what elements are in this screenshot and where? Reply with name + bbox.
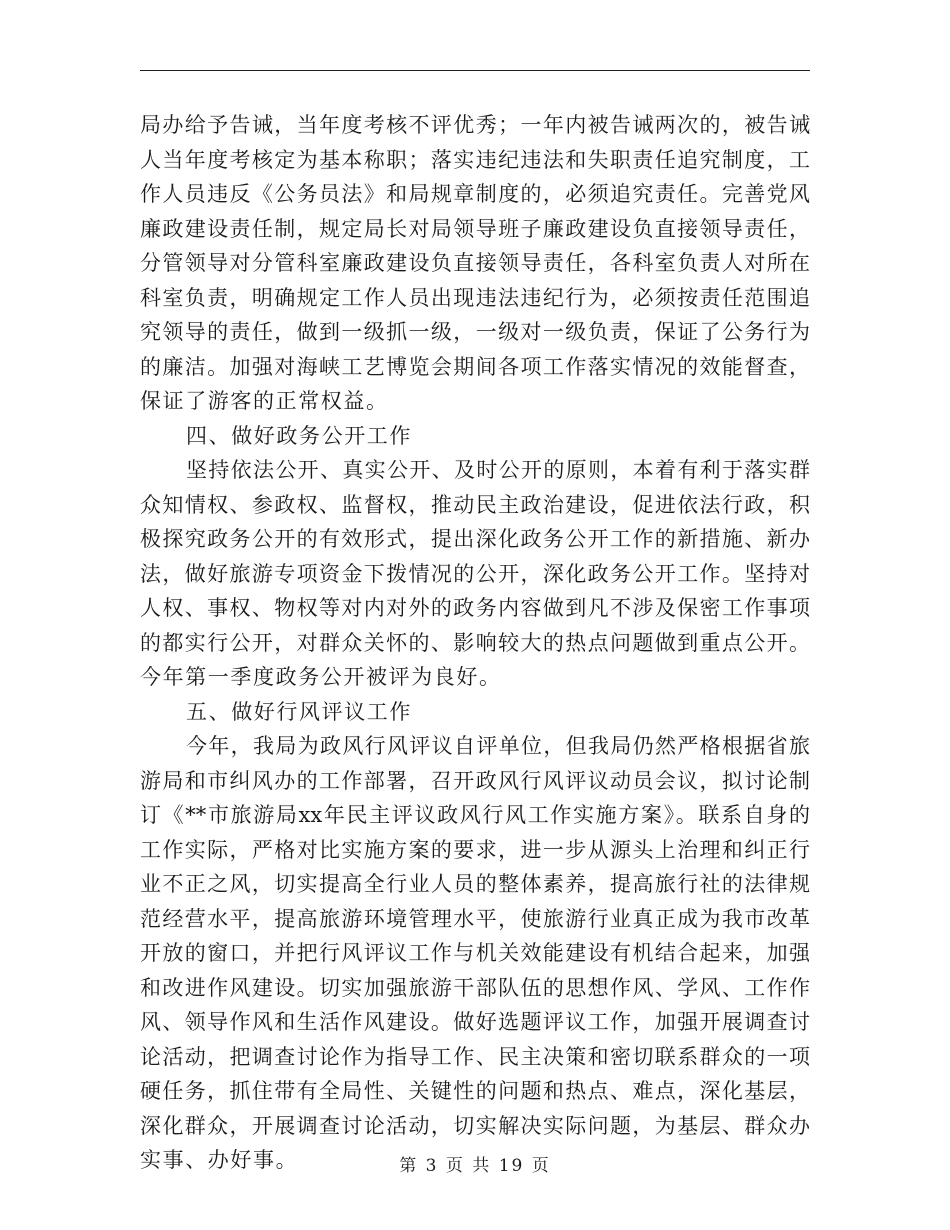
body-line: 订《**市旅游局xx年民主评议政风行风工作实施方案》。联系自身的 <box>140 803 810 827</box>
body-line: 人权、事权、物权等对内对外的政务内容做到凡不涉及保密工作事项 <box>140 596 810 620</box>
body-line: 科室负责，明确规定工作人员出现违法违纪行为，必须按责任范围追 <box>140 285 810 310</box>
body-line: 保证了游客的正常权益。 <box>140 389 389 413</box>
body-line: 究领导的责任，做到一级抓一级，一级对一级负责，保证了公务行为 <box>140 320 810 344</box>
body-line: 今年，我局为政风行风评议自评单位，但我局仍然严格根据省旅 <box>186 734 810 758</box>
body-line: 风、领导作风和生活作风建设。做好选题评议工作，加强开展调查讨 <box>140 1010 810 1034</box>
body-line: 坚持依法公开、真实公开、及时公开的原则，本着有利于落实群 <box>186 458 810 482</box>
body-line: 今年第一季度政务公开被评为良好。 <box>140 665 502 689</box>
body-line: 分管领导对分管科室廉政建设负直接领导责任，各科室负责人对所在 <box>140 251 810 275</box>
body-line: 范经营水平，提高旅游环境管理水平，使旅游行业真正成为我市改革 <box>140 906 810 931</box>
section-heading: 四、做好政务公开工作 <box>186 423 412 448</box>
header-rule <box>140 70 810 71</box>
body-line: 硬任务，抓住带有全局性、关键性的问题和热点、难点，深化基层， <box>140 1079 810 1103</box>
body-line: 的都实行公开，对群众关怀的、影响较大的热点问题做到重点公开。 <box>140 630 810 655</box>
body-line: 法，做好旅游专项资金下拨情况的公开，深化政务公开工作。坚持对 <box>140 561 810 586</box>
body-line: 深化群众，开展调查讨论活动，切实解决实际问题，为基层、群众办 <box>140 1113 810 1138</box>
body-line: 的廉洁。加强对海峡工艺博览会期间各项工作落实情况的效能督查， <box>140 354 810 379</box>
body-line: 和改进作风建设。切实加强旅游干部队伍的思想作风、学风、工作作 <box>140 975 810 1000</box>
body-line: 开放的窗口，并把行风评议工作与机关效能建设有机结合起来，加强 <box>140 941 810 965</box>
body-line: 业不正之风，切实提高全行业人员的整体素养，提高旅行社的法律规 <box>140 872 810 896</box>
section-heading: 五、做好行风评议工作 <box>186 699 412 724</box>
body-line: 游局和市纠风办的工作部署，召开政风行风评议动员会议，拟讨论制 <box>140 768 810 793</box>
body-line: 廉政建设责任制，规定局长对局领导班子廉政建设负直接领导责任， <box>140 216 810 241</box>
page-number-footer: 第 3 页 共 19 页 <box>399 1156 551 1176</box>
body-line: 极探究政务公开的有效形式，提出深化政务公开工作的新措施、新办 <box>140 527 810 551</box>
body-line: 众知情权、参政权、监督权，推动民主政治建设，促进依法行政，积 <box>140 492 810 517</box>
body-line: 论活动，把调查讨论作为指导工作、民主决策和密切联系群众的一项 <box>140 1044 810 1069</box>
body-line: 工作实际，严格对比实施方案的要求，进一步从源头上治理和纠正行 <box>140 837 810 862</box>
body-line: 局办给予告诫，当年度考核不评优秀；一年内被告诫两次的，被告诫 <box>140 113 810 137</box>
body-line: 实事、办好事。 <box>140 1148 299 1172</box>
body-line: 作人员违反《公务员法》和局规章制度的，必须追究责任。完善党风 <box>140 182 810 206</box>
document-body <box>140 108 820 1178</box>
body-line: 人当年度考核定为基本称职；落实违纪违法和失职责任追究制度，工 <box>140 147 810 172</box>
